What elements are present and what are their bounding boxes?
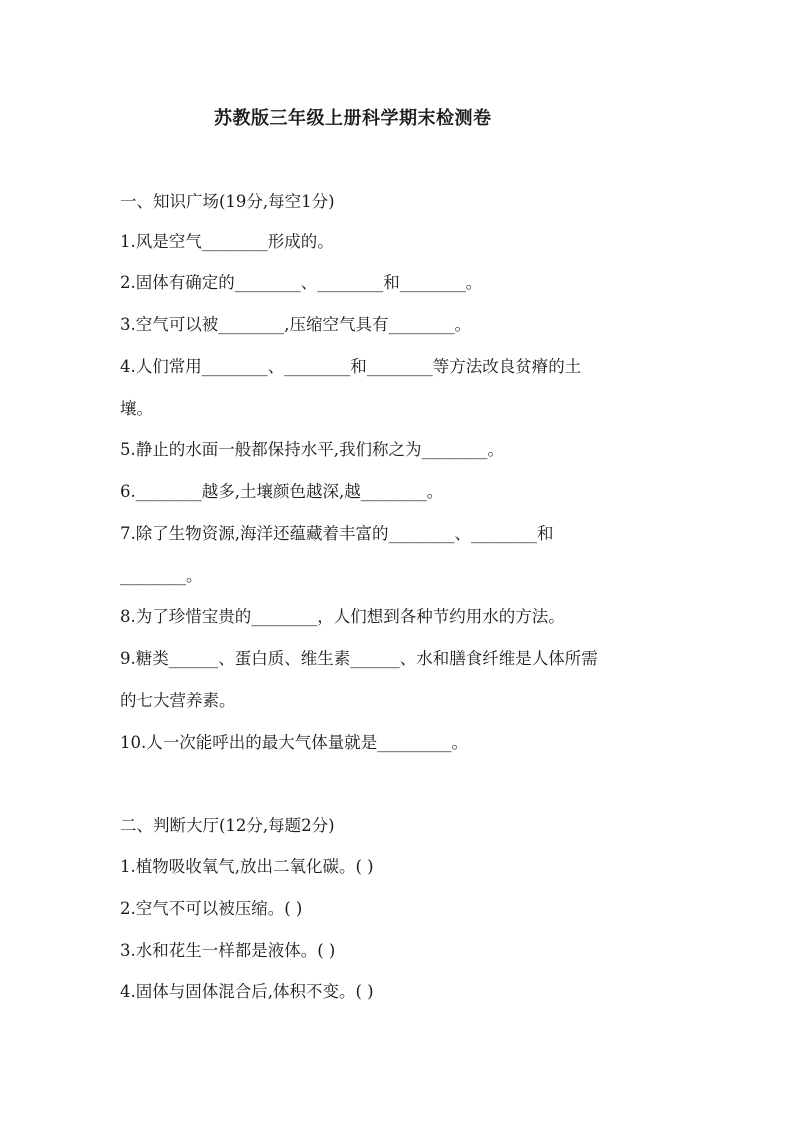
question-2-4: 4.固体与固体混合后,体积不变。( ) — [120, 982, 374, 1001]
question-1-9-continued: 的七大营养素。 — [120, 691, 236, 710]
question-1-2: 2.固体有确定的________、________和________。 — [120, 273, 483, 292]
question-1-4: 4.人们常用________、________和________等方法改良贫瘠的土 — [120, 357, 582, 376]
page-title: 苏教版三年级上册科学期末检测卷 — [214, 108, 492, 129]
question-1-10: 10.人一次能呼出的最大气体量就是_________。 — [120, 733, 468, 752]
question-1-7-continued: ________。 — [120, 566, 203, 585]
section-1-heading: 一、知识广场(19分,每空1分) — [120, 192, 335, 211]
question-1-3: 3.空气可以被________,压缩空气具有________。 — [120, 315, 471, 334]
question-2-3: 3.水和花生一样都是液体。( ) — [120, 941, 336, 960]
question-1-6: 6.________越多,土壤颜色越深,越________。 — [120, 482, 444, 501]
question-2-1: 1.植物吸收氧气,放出二氧化碳。( ) — [120, 857, 374, 876]
question-1-1: 1.风是空气________形成的。 — [120, 232, 334, 251]
question-1-8: 8.为了珍惜宝贵的________，人们想到各种节约用水的方法。 — [120, 607, 565, 626]
question-1-5: 5.静止的水面一般都保持水平,我们称之为________。 — [120, 440, 504, 459]
question-1-4-continued: 壤。 — [120, 399, 153, 418]
question-1-7: 7.除了生物资源,海洋还蕴藏着丰富的________、________和 — [120, 524, 554, 543]
question-2-2: 2.空气不可以被压缩。( ) — [120, 899, 303, 918]
question-1-9: 9.糖类______、蛋白质、维生素______、水和膳食纤维是人体所需 — [120, 649, 598, 668]
section-2-heading: 二、判断大厅(12分,每题2分) — [120, 816, 335, 835]
